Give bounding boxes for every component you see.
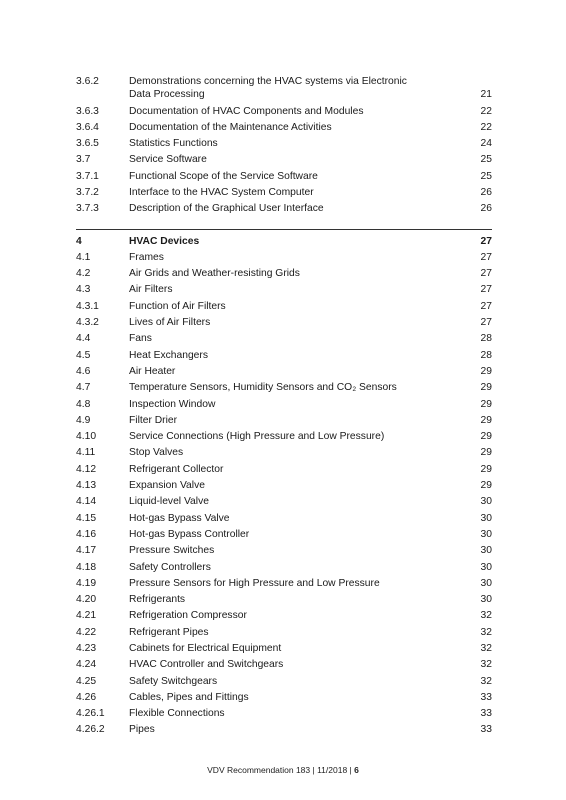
toc-number: 4.4 (76, 333, 91, 345)
toc-number: 4.26.1 (76, 708, 105, 720)
toc-title: Demonstrations concerning the HVAC systems via Electronic Data Processing (129, 76, 407, 100)
toc-page: 27 (480, 317, 492, 329)
toc-title: Statistics Functions (129, 138, 218, 150)
toc-page: 29 (480, 414, 492, 426)
toc-title: Pressure Switches (129, 545, 215, 557)
toc-page: 33 (480, 691, 492, 703)
toc-page: 30 (480, 577, 492, 589)
toc-page: 32 (480, 675, 492, 687)
toc-number: 4.5 (76, 349, 91, 361)
toc-number: 4.7 (76, 382, 91, 394)
toc-entry[interactable] (76, 251, 492, 267)
toc-page: 30 (480, 512, 492, 524)
toc-title: Temperature Sensors, Humidity Sensors and CO₂ Sensors (129, 382, 397, 394)
toc-number: 3.7.3 (76, 203, 99, 215)
toc-title: Service Software (129, 154, 207, 166)
toc-entry[interactable] (76, 105, 492, 121)
toc-title: Function of Air Filters (129, 300, 226, 312)
toc-number: 4.26 (76, 691, 97, 703)
toc-title: Pressure Sensors for High Pressure and Low Pressure (129, 577, 380, 589)
toc-page: 27 (480, 268, 492, 280)
toc-page: 22 (480, 105, 492, 117)
toc-title: Service Connections (High Pressure and Low Pressure) (129, 431, 385, 443)
toc-entry[interactable] (76, 414, 492, 430)
toc-number: 4.2 (76, 268, 91, 280)
toc-title: Interface to the HVAC System Computer (129, 186, 314, 198)
toc-number: 3.6.4 (76, 121, 99, 133)
toc-title: Frames (129, 251, 164, 263)
toc-number: 4.3 (76, 284, 91, 296)
toc-title: Refrigerant Collector (129, 463, 224, 475)
footer-text: VDV Recommendation 183 | 11/2018 | (207, 765, 352, 775)
toc-title: Air Grids and Weather-resisting Grids (129, 268, 300, 280)
toc-number: 4.17 (76, 545, 97, 557)
toc-entry[interactable] (76, 170, 492, 186)
toc-number: 3.6.5 (76, 138, 99, 150)
toc-page: 22 (480, 121, 492, 133)
toc-page: 29 (480, 463, 492, 475)
toc-entry[interactable] (76, 121, 492, 137)
toc-entry[interactable] (76, 577, 492, 593)
toc-page: 32 (480, 610, 492, 622)
toc-number: 4.14 (76, 496, 97, 508)
toc-number: 4.13 (76, 480, 97, 492)
toc-title: Documentation of HVAC Components and Modules (129, 105, 364, 117)
toc-page: 30 (480, 561, 492, 573)
toc-number: 4.23 (76, 643, 97, 654)
toc-number: 4.8 (76, 398, 91, 410)
toc-entry[interactable] (76, 544, 492, 560)
toc-number: 4.3.2 (76, 317, 99, 329)
toc-title: Hot-gas Bypass Controller (129, 528, 250, 540)
toc-page: 24 (480, 138, 492, 150)
toc-entry[interactable] (76, 283, 492, 299)
toc-page: 28 (480, 333, 492, 345)
toc-page: 29 (480, 480, 492, 492)
toc-number: 4.19 (76, 577, 97, 589)
toc-entry[interactable] (76, 446, 492, 462)
toc-page: 21 (480, 89, 492, 100)
page-number: 6 (354, 765, 359, 775)
toc-entry[interactable] (76, 186, 492, 202)
toc-page: 26 (480, 186, 492, 198)
toc-title: Refrigerant Pipes (129, 626, 209, 638)
toc-title: Expansion Valve (129, 480, 205, 492)
toc-title: Description of the Graphical User Interface (129, 203, 324, 215)
toc-entry[interactable] (76, 495, 492, 511)
toc-title: Fans (129, 333, 152, 345)
toc-page: 26 (480, 203, 492, 215)
toc-entry[interactable] (76, 300, 492, 316)
toc-page: 29 (480, 431, 492, 443)
toc-page: 25 (480, 170, 492, 182)
toc-page: 30 (480, 545, 492, 557)
toc-entry[interactable] (76, 723, 492, 739)
toc-number: 4.11 (76, 447, 96, 459)
toc-title: HVAC Controller and Switchgears (129, 659, 284, 671)
toc-page: 29 (480, 382, 492, 394)
toc-number: 4.16 (76, 528, 97, 540)
toc-title: Air Heater (129, 365, 176, 377)
toc-section-4 (76, 251, 492, 740)
toc-chapter-heading[interactable] (76, 235, 492, 251)
toc-page: 27 (480, 284, 492, 296)
toc-page: 27 (480, 251, 492, 263)
toc-number: 4.18 (76, 561, 97, 573)
toc-title: Air Filters (129, 284, 173, 296)
toc-page: 30 (480, 496, 492, 508)
toc-entry[interactable] (76, 675, 492, 691)
toc-entry[interactable] (76, 349, 492, 365)
toc-entry[interactable] (76, 463, 492, 479)
toc-title: Stop Valves (129, 447, 184, 459)
toc-entry[interactable] (76, 707, 492, 723)
toc-page: 25 (480, 154, 492, 166)
toc-number: 4.15 (76, 512, 97, 524)
toc-title: Liquid-level Valve (129, 496, 209, 508)
toc-entry[interactable] (76, 626, 492, 642)
toc-title: Cables, Pipes and Fittings (129, 691, 249, 703)
toc-title: Hot-gas Bypass Valve (129, 512, 230, 524)
toc-section-3 (76, 75, 492, 219)
toc-number: 4.6 (76, 365, 91, 377)
toc-number: 4 (76, 235, 82, 247)
toc-entry[interactable] (76, 137, 492, 153)
toc-entry[interactable] (76, 528, 492, 544)
toc-title: Inspection Window (129, 398, 216, 410)
toc-title: Heat Exchangers (129, 349, 208, 361)
toc-title: Refrigeration Compressor (129, 610, 247, 622)
toc-page: 28 (480, 349, 492, 361)
toc-title: Pipes (129, 724, 155, 736)
toc-entry[interactable] (76, 153, 492, 169)
toc-page: 27 (480, 300, 492, 312)
toc-title: HVAC Devices (129, 235, 200, 247)
toc-page: 29 (480, 398, 492, 410)
table-of-contents (76, 75, 492, 740)
toc-entry[interactable] (76, 430, 492, 446)
toc-entry[interactable] (76, 642, 492, 658)
toc-page: 30 (480, 528, 492, 540)
toc-entry[interactable] (76, 316, 492, 332)
toc-title: Safety Switchgears (129, 675, 218, 687)
toc-number: 3.6.3 (76, 105, 99, 117)
toc-page: 32 (480, 626, 492, 638)
toc-title: Flexible Connections (129, 708, 225, 720)
toc-entry[interactable] (76, 202, 492, 218)
toc-page: 27 (480, 235, 492, 247)
toc-number: 3.7 (76, 154, 91, 166)
toc-number: 4.26.2 (76, 724, 105, 736)
toc-entry[interactable] (76, 512, 492, 528)
toc-number: 4.1 (76, 251, 91, 263)
toc-number: 4.22 (76, 626, 97, 638)
toc-title: Filter Drier (129, 414, 178, 426)
toc-page: 32 (480, 643, 492, 654)
toc-entry[interactable] (76, 332, 492, 348)
toc-title: Functional Scope of the Service Software (129, 170, 318, 182)
toc-title: Cabinets for Electrical Equipment (129, 643, 282, 654)
toc-title: Lives of Air Filters (129, 317, 211, 329)
toc-entry[interactable] (76, 479, 492, 495)
toc-number: 4.24 (76, 659, 97, 671)
toc-page: 33 (480, 724, 492, 736)
toc-entry[interactable] (76, 561, 492, 577)
toc-entry[interactable] (76, 267, 492, 283)
toc-entry[interactable] (76, 658, 492, 674)
toc-number: 4.12 (76, 463, 97, 475)
toc-entry[interactable] (76, 593, 492, 609)
toc-title: Documentation of the Maintenance Activities (129, 121, 332, 133)
toc-page: 29 (480, 447, 492, 459)
toc-entry[interactable] (76, 609, 492, 625)
toc-entry[interactable] (76, 398, 492, 414)
toc-number: 3.7.2 (76, 186, 99, 198)
toc-page: 30 (480, 594, 492, 606)
toc-entry[interactable] (76, 365, 492, 381)
chapter-divider (76, 229, 492, 230)
toc-number: 4.9 (76, 414, 91, 426)
toc-number: 4.10 (76, 431, 97, 443)
toc-number: 4.21 (76, 610, 97, 622)
toc-number: 4.25 (76, 675, 97, 687)
toc-entry[interactable] (76, 381, 492, 397)
toc-number: 3.7.1 (76, 170, 99, 182)
page-footer (0, 765, 566, 775)
toc-number: 3.6.2 (76, 76, 99, 87)
toc-number: 4.20 (76, 594, 97, 606)
toc-page: 33 (480, 708, 492, 720)
toc-number: 4.3.1 (76, 300, 99, 312)
toc-title: Safety Controllers (129, 561, 211, 573)
toc-entry[interactable] (76, 75, 492, 105)
toc-entry[interactable] (76, 691, 492, 707)
toc-page: 29 (480, 365, 492, 377)
toc-title: Refrigerants (129, 594, 186, 606)
toc-page: 32 (480, 659, 492, 671)
